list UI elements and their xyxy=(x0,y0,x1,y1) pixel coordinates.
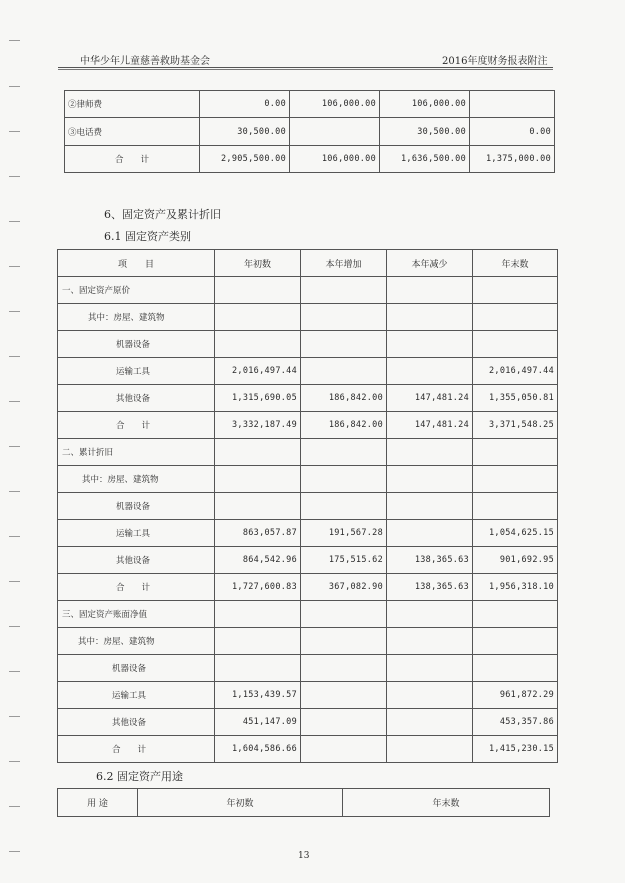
col-header: 年末数 xyxy=(473,250,558,277)
row-label: 其他设备 xyxy=(58,385,215,412)
row-label: 一、固定资产原价 xyxy=(58,277,215,304)
cell xyxy=(470,91,555,118)
cell xyxy=(215,466,301,493)
cell: 186,842.00 xyxy=(301,412,387,439)
table-row xyxy=(58,466,558,493)
cell: 864,542.96 xyxy=(215,547,301,574)
usage-table xyxy=(57,788,550,817)
cell xyxy=(473,655,558,682)
row-label: 其中：房屋、建筑物 xyxy=(58,628,215,655)
cell xyxy=(215,331,301,358)
row-label: 运输工具 xyxy=(58,358,215,385)
row-label: 其中：房屋、建筑物 xyxy=(58,466,215,493)
cell xyxy=(215,277,301,304)
cell: 106,000.00 xyxy=(380,91,470,118)
cell: 0.00 xyxy=(200,91,290,118)
cell: 147,481.24 xyxy=(387,385,473,412)
table-row xyxy=(65,146,555,173)
cell: 961,872.29 xyxy=(473,682,558,709)
cell xyxy=(301,655,387,682)
cell xyxy=(301,493,387,520)
col-header: 年初数 xyxy=(138,789,343,817)
cell xyxy=(301,277,387,304)
table-row xyxy=(58,628,558,655)
cell: 1,375,000.00 xyxy=(470,146,555,173)
cell: 901,692.95 xyxy=(473,547,558,574)
cell xyxy=(473,439,558,466)
cell xyxy=(301,601,387,628)
col-header: 用 途 xyxy=(58,789,138,817)
col-header: 年末数 xyxy=(343,789,550,817)
cell xyxy=(387,520,473,547)
cell xyxy=(301,466,387,493)
table-row xyxy=(58,709,558,736)
cell xyxy=(387,601,473,628)
cell xyxy=(215,439,301,466)
table-row xyxy=(65,91,555,118)
table-row xyxy=(58,547,558,574)
cell: 138,365.63 xyxy=(387,574,473,601)
cell xyxy=(387,277,473,304)
cell xyxy=(473,277,558,304)
cell xyxy=(301,628,387,655)
cell: 1,956,318.10 xyxy=(473,574,558,601)
cell xyxy=(473,304,558,331)
cell: 175,515.62 xyxy=(301,547,387,574)
cell: 0.00 xyxy=(470,118,555,146)
cell xyxy=(473,466,558,493)
cell xyxy=(301,682,387,709)
expense-table xyxy=(64,90,555,173)
cell: 1,315,690.05 xyxy=(215,385,301,412)
cell xyxy=(473,601,558,628)
cell xyxy=(473,628,558,655)
row-label: ③电话费 xyxy=(65,118,200,146)
page-number: 13 xyxy=(298,851,310,861)
cell xyxy=(301,736,387,763)
table-row xyxy=(58,520,558,547)
cell: 1,355,050.81 xyxy=(473,385,558,412)
cell xyxy=(387,493,473,520)
cell xyxy=(215,655,301,682)
cell: 2,016,497.44 xyxy=(215,358,301,385)
cell xyxy=(387,736,473,763)
table-header-row xyxy=(58,250,558,277)
row-label: 合 计 xyxy=(58,736,215,763)
section-title: 6、固定资产及累计折旧 xyxy=(104,208,221,221)
cell xyxy=(387,439,473,466)
row-label: 运输工具 xyxy=(58,520,215,547)
table-row xyxy=(58,493,558,520)
cell: 2,905,500.00 xyxy=(200,146,290,173)
cell xyxy=(301,331,387,358)
table-row xyxy=(58,412,558,439)
cell xyxy=(301,304,387,331)
cell xyxy=(301,709,387,736)
cell: 1,604,586.66 xyxy=(215,736,301,763)
cell: 106,000.00 xyxy=(290,91,380,118)
cell: 147,481.24 xyxy=(387,412,473,439)
header-rule-2 xyxy=(58,69,553,70)
cell xyxy=(215,493,301,520)
cell: 30,500.00 xyxy=(380,118,470,146)
cell: 3,371,548.25 xyxy=(473,412,558,439)
row-label: 机器设备 xyxy=(58,493,215,520)
cell xyxy=(387,628,473,655)
table-row xyxy=(58,682,558,709)
row-label: 运输工具 xyxy=(58,682,215,709)
table-row xyxy=(65,118,555,146)
row-label: 其他设备 xyxy=(58,709,215,736)
cell: 1,727,600.83 xyxy=(215,574,301,601)
row-label: ②律师费 xyxy=(65,91,200,118)
table-row xyxy=(58,439,558,466)
cell: 3,332,187.49 xyxy=(215,412,301,439)
cell: 138,365.63 xyxy=(387,547,473,574)
row-label: 合 计 xyxy=(58,574,215,601)
row-label: 二、累计折旧 xyxy=(58,439,215,466)
cell: 30,500.00 xyxy=(200,118,290,146)
cell: 453,357.86 xyxy=(473,709,558,736)
cell xyxy=(387,304,473,331)
row-label: 三、固定资产账面净值 xyxy=(58,601,215,628)
col-header: 本年减少 xyxy=(387,250,473,277)
table-row xyxy=(58,277,558,304)
fixed-asset-table xyxy=(57,249,558,763)
table-header-row xyxy=(58,789,550,817)
cell: 451,147.09 xyxy=(215,709,301,736)
cell xyxy=(387,709,473,736)
table-row xyxy=(58,331,558,358)
row-label: 机器设备 xyxy=(58,655,215,682)
col-header: 项 目 xyxy=(58,250,215,277)
table-row xyxy=(58,385,558,412)
cell xyxy=(290,118,380,146)
header-org: 中华少年儿童慈善救助基金会 xyxy=(80,56,210,67)
table-row xyxy=(58,304,558,331)
col-header: 本年增加 xyxy=(301,250,387,277)
cell: 863,057.87 xyxy=(215,520,301,547)
table-row xyxy=(58,655,558,682)
cell: 1,153,439.57 xyxy=(215,682,301,709)
cell xyxy=(215,628,301,655)
cell xyxy=(301,358,387,385)
cell xyxy=(215,601,301,628)
row-label: 其中：房屋、建筑物 xyxy=(58,304,215,331)
table-row xyxy=(58,736,558,763)
cell xyxy=(387,655,473,682)
header-rule xyxy=(58,67,553,68)
col-header: 年初数 xyxy=(215,250,301,277)
cell xyxy=(387,331,473,358)
cell xyxy=(387,682,473,709)
cell xyxy=(215,304,301,331)
subsection-title: 6.2 固定资产用途 xyxy=(96,770,183,783)
cell: 1,636,500.00 xyxy=(380,146,470,173)
cell: 191,567.28 xyxy=(301,520,387,547)
row-label: 其他设备 xyxy=(58,547,215,574)
row-label: 合 计 xyxy=(58,412,215,439)
table-row xyxy=(58,574,558,601)
table-row xyxy=(58,601,558,628)
row-label: 机器设备 xyxy=(58,331,215,358)
cell: 2,016,497.44 xyxy=(473,358,558,385)
cell: 1,054,625.15 xyxy=(473,520,558,547)
cell: 106,000.00 xyxy=(290,146,380,173)
cell: 367,082.90 xyxy=(301,574,387,601)
cell: 186,842.00 xyxy=(301,385,387,412)
cell xyxy=(473,331,558,358)
subsection-title: 6.1 固定资产类别 xyxy=(104,230,191,243)
table-row xyxy=(58,358,558,385)
header-doc-title: 2016年度财务报表附注 xyxy=(442,56,548,67)
cell xyxy=(301,439,387,466)
cell xyxy=(473,493,558,520)
row-label: 合 计 xyxy=(65,146,200,173)
cell xyxy=(387,358,473,385)
cell xyxy=(387,466,473,493)
cell: 1,415,230.15 xyxy=(473,736,558,763)
